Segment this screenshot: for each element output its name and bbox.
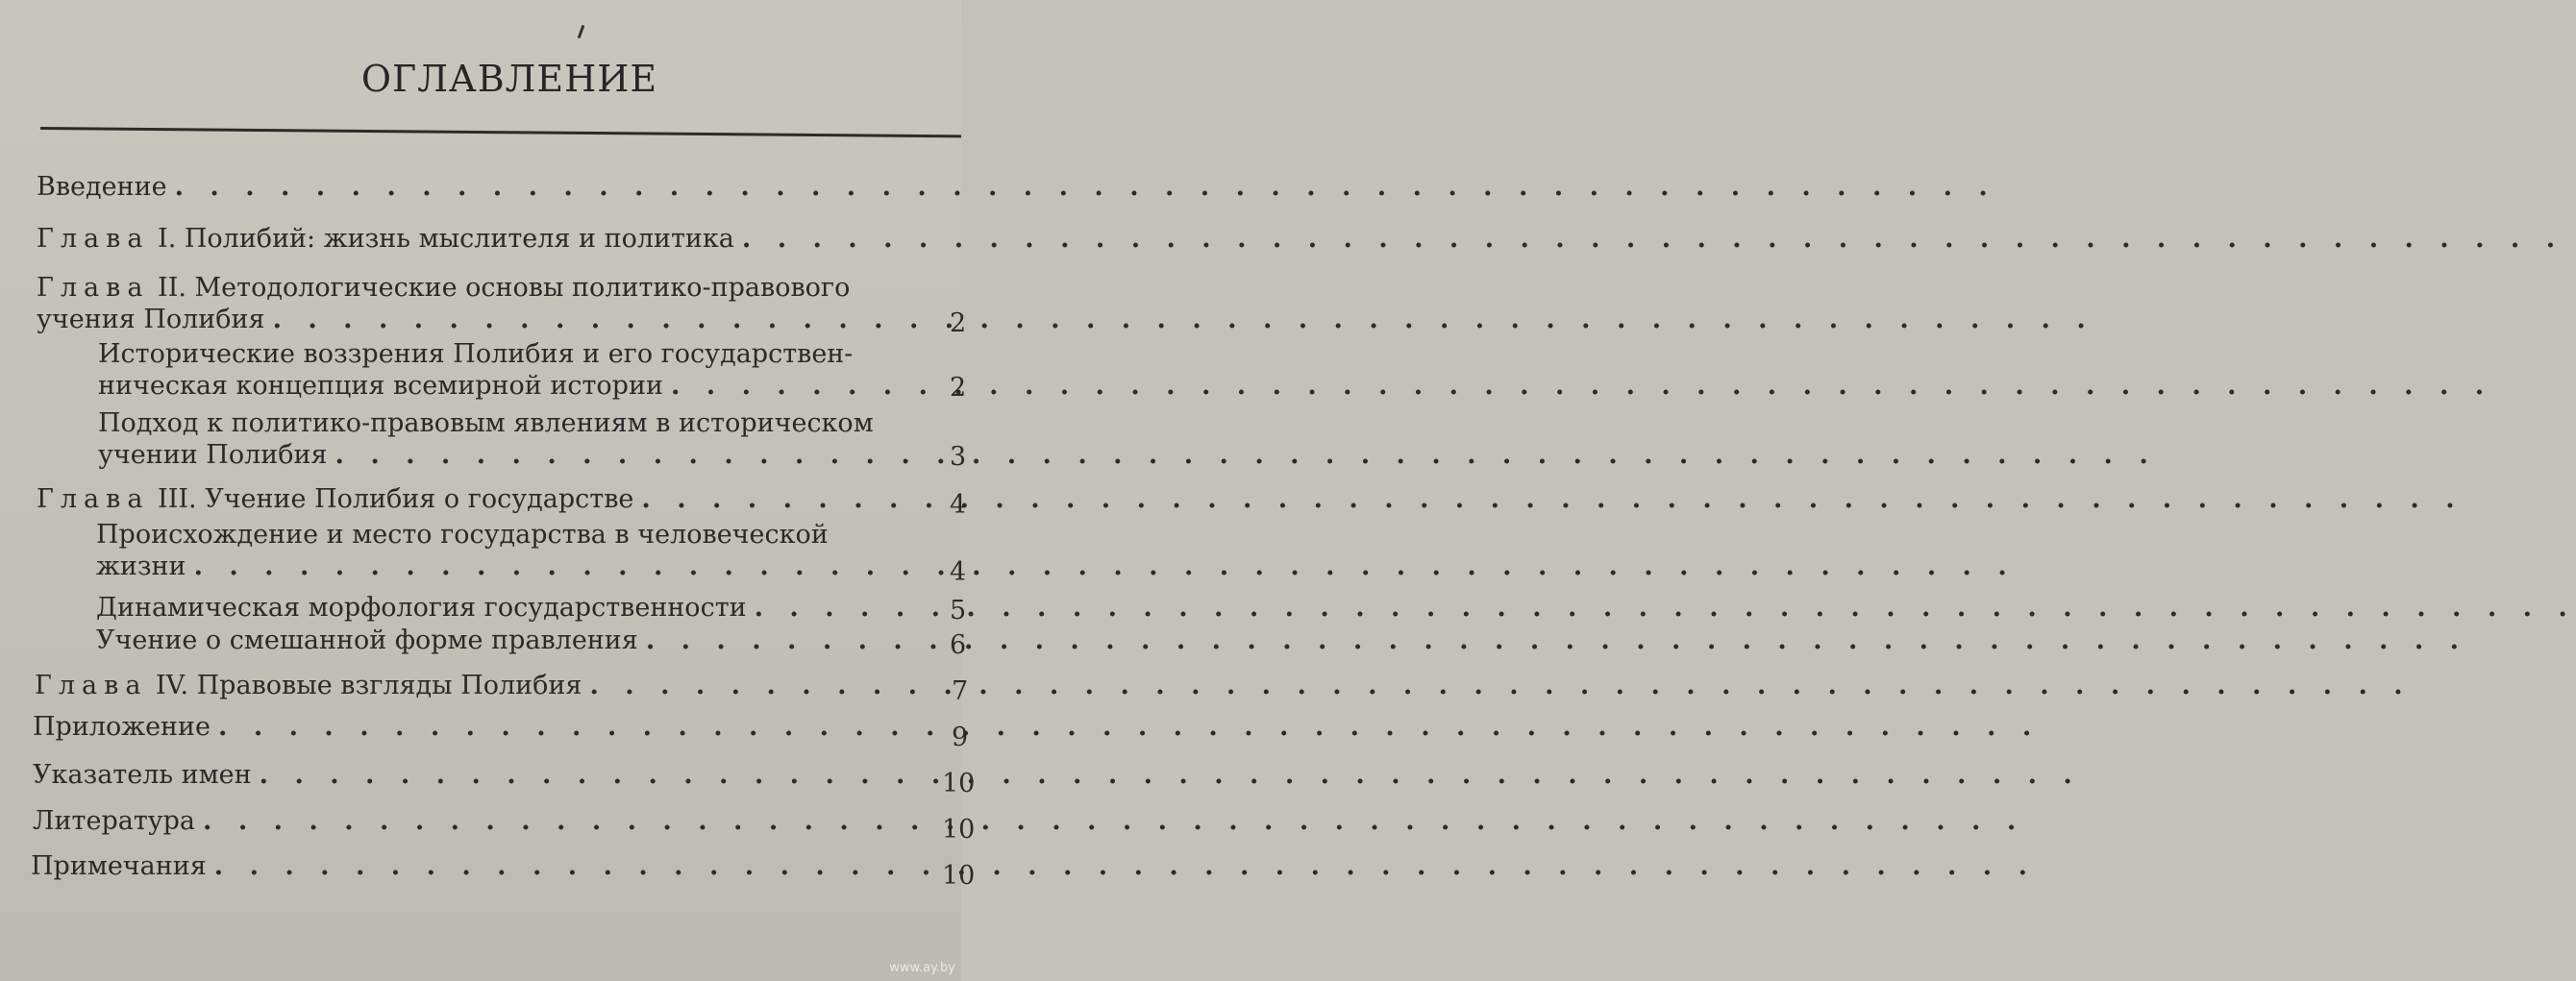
toc-entry-section-historical-views [98,338,896,402]
title-rule [40,127,961,137]
toc-leader [742,223,2564,255]
toc-entry-label-cont: ническая концепция всемирной истории [98,371,663,401]
toc-page-number: 10 [942,861,976,891]
toc-entry-label: Подход к политико-правовым явлениям в историческом [98,408,874,438]
toc-entry-literature [33,805,898,837]
toc-page-number: 5 [950,596,967,625]
toc-entry-label: III. Учение Полибия о государстве [158,484,634,514]
toc-entry-label: Динамическая морфология государственности [96,593,747,623]
chapter-prefix: Глава [37,224,150,254]
toc-entry-label: Приложение [33,712,211,742]
toc-page-number: 10 [942,815,976,845]
toc-entry-section-origin [96,519,894,582]
toc-entry-introduction [37,171,902,203]
toc-entry-label: IV. Правовые взгляды Полибия [156,671,582,700]
toc-leader [273,304,2094,335]
toc-entry-label: Учение о смешанной форме правления [96,625,638,655]
watermark: www.ay.by [889,961,955,975]
toc-entry-label: Литература [33,806,196,836]
toc-entry-notes [31,850,898,882]
toc-leader [589,670,2411,701]
toc-page-number: 2 [950,373,967,403]
toc-leader [335,439,2157,471]
paper-mark [578,25,585,38]
toc-entry-label: Исторические воззрения Полибия и его государствен- [98,339,854,369]
chapter-prefix: Глава [37,484,150,514]
toc-entry-label: II. Методологические основы политико-правового [158,273,851,303]
toc-page-number: 4 [950,557,967,587]
toc-page-number: 2 [950,308,967,338]
toc-page-number: 4 [950,490,967,520]
chapter-prefix: Глава [35,671,148,700]
toc-entry-chapter-4 [35,670,896,701]
toc-entry-chapter-1 [37,223,897,255]
toc-leader [646,625,2467,656]
chapter-prefix: Глава [37,273,150,303]
toc-entry-label: Происхождение и место государства в человеческой [96,520,829,550]
toc-leader [641,483,2463,515]
toc-entry-chapter-2 [37,272,897,335]
toc-entry-chapter-3 [37,483,897,515]
toc-page-number: 9 [952,723,969,752]
toc-entry-label: I. Полибий: жизнь мыслителя и политика [158,224,734,254]
toc-leader [755,592,2576,624]
toc-entry-section-mixed-government [96,625,896,656]
toc-page-number: 6 [950,630,967,660]
toc-leader [671,370,2492,402]
toc-entry-label: Указатель имен [33,760,252,790]
book-page [0,0,976,981]
toc-leader [194,551,2016,582]
toc-leader [175,171,1996,203]
toc-leader [260,759,2081,791]
toc-leader [214,850,2036,882]
toc-page-number: 10 [942,769,976,798]
toc-entry-appendix [33,711,898,743]
page-title: ОГЛАВЛЕНИЕ [360,58,658,100]
toc-page-number: 7 [952,676,969,706]
toc-entry-label: Примечания [31,851,207,881]
toc-entry-label-cont: учения Полибия [37,305,265,334]
toc-entry-label-cont: учении Полибия [98,440,328,470]
toc-entry-section-dynamic-morphology [96,592,896,624]
toc-entry-index [33,759,898,791]
toc-leader [203,805,2024,837]
toc-entry-label-cont: жизни [96,552,186,581]
toc-entry-section-approach [98,407,896,471]
toc-entry-label: Введение [37,172,167,202]
toc-leader [218,711,2040,743]
toc-page-number: 3 [950,442,967,472]
